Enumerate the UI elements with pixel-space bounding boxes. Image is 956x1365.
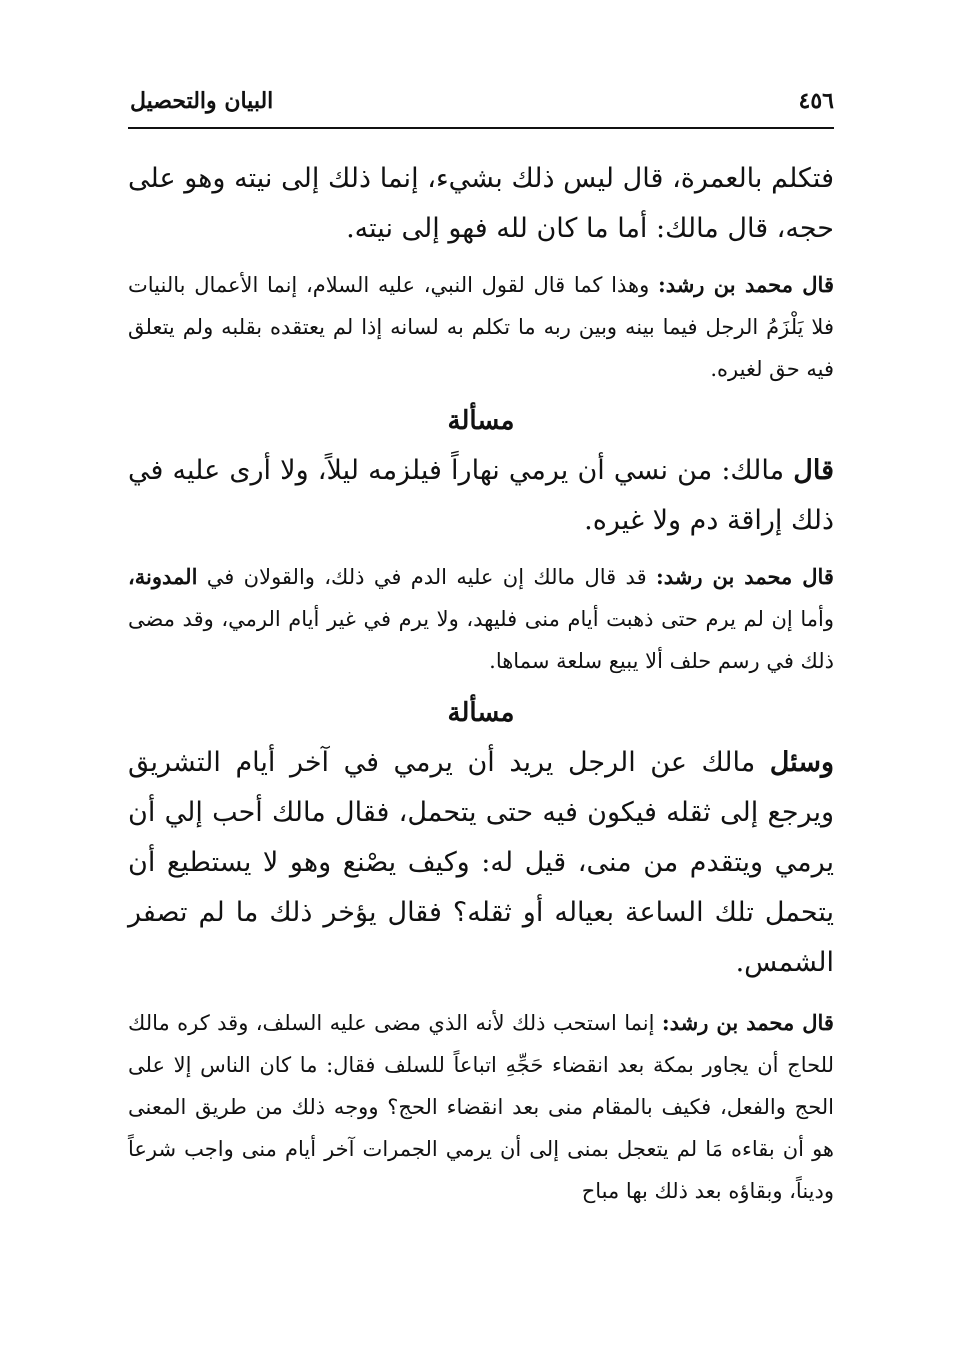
commentary-paragraph	[128, 556, 834, 682]
paragraph-text: فتكلم بالعمرة، قال ليس ذلك بشيء، إنما ذلك إلى نيته وهو على حجه، قال مالك: أما ما كان لله فهو إلى نيته.	[128, 163, 834, 244]
section-heading: مسألة	[447, 698, 515, 728]
paragraph-text: وأما إن لم يرم حتى ذهبت أيام منى فليهد، ولا يرم في غير أيام الرمي، وقد مضى ذلك في رسم حلف ألا يبيع سلعة سماها.	[128, 607, 834, 673]
paragraph-text: مالك عن الرجل يريد أن يرمي في آخر أيام التشريق ويرجع إلى ثقله فيكون فيه حتى يتحمل، فقال مالك أحب إلي أن يرمي ويتقدم من منى، قيل له: وكيف يصْنع وهو لا يستطيع أن يتحمل تلك الساعة بعياله أو ثقله؟ فقال يؤخر ذلك ما لم تصفر الشمس.	[128, 747, 834, 978]
paragraph-text: وهذا كما قال لقول النبي، عليه السلام، إنما الأعمال بالنيات فلا يَلْزَمُ الرجل فيما بينه وبين ربه ما تكلم به لسانه إذا لم يعتقده بقلبه ولم يتعلق فيه حق لغيره.	[128, 273, 834, 381]
running-title: البيان والتحصيل	[130, 88, 274, 114]
speaker-label: قال محمد بن رشد:	[661, 1010, 834, 1035]
page-header	[128, 84, 834, 120]
document-page	[128, 84, 834, 1203]
speaker-label: قال	[793, 455, 834, 486]
header-rule	[128, 127, 834, 129]
paragraph-text: إنما استحب ذلك لأنه الذي مضى عليه السلف، وقد كره مالك للحاج أن يجاور بمكة بعد انقضاء حَجِّهِ اتباعاً للسلف فقال: ما كان الناس إلا على الحج والفعل، فكيف بالمقام منى بعد انقضاء الحج؟ ووجه ذلك من طريق المعنى هو أن بقاءه مَا لم يتعجل بمنى إلى أن يرمي الجمرات آخر أيام منى واجب شرعاً وديناً، وبقاؤه بعد ذلك بها مباح	[128, 1011, 834, 1203]
paragraph-text: قد قال مالك إن عليه الدم في ذلك، والقولان في	[206, 565, 647, 589]
speaker-label: وسئل	[769, 747, 834, 778]
page-number: ٤٥٦	[798, 88, 834, 114]
page-body	[128, 154, 834, 1212]
paragraph-text: مالك: من نسي أن يرمي نهاراً فيلزمه ليلاً، ولا أرى عليه في ذلك إراقة دم ولا غيره.	[128, 455, 834, 536]
commentary-paragraph	[128, 264, 834, 390]
paragraph-continuation	[128, 154, 834, 254]
book-title: المدونة،	[128, 564, 198, 589]
question-paragraph	[128, 446, 834, 546]
speaker-label: قال محمد بن رشد:	[655, 564, 834, 589]
speaker-label: قال محمد بن رشد:	[657, 272, 834, 297]
commentary-paragraph	[128, 1002, 834, 1212]
section-heading: مسألة	[447, 406, 515, 436]
question-paragraph	[128, 738, 834, 988]
